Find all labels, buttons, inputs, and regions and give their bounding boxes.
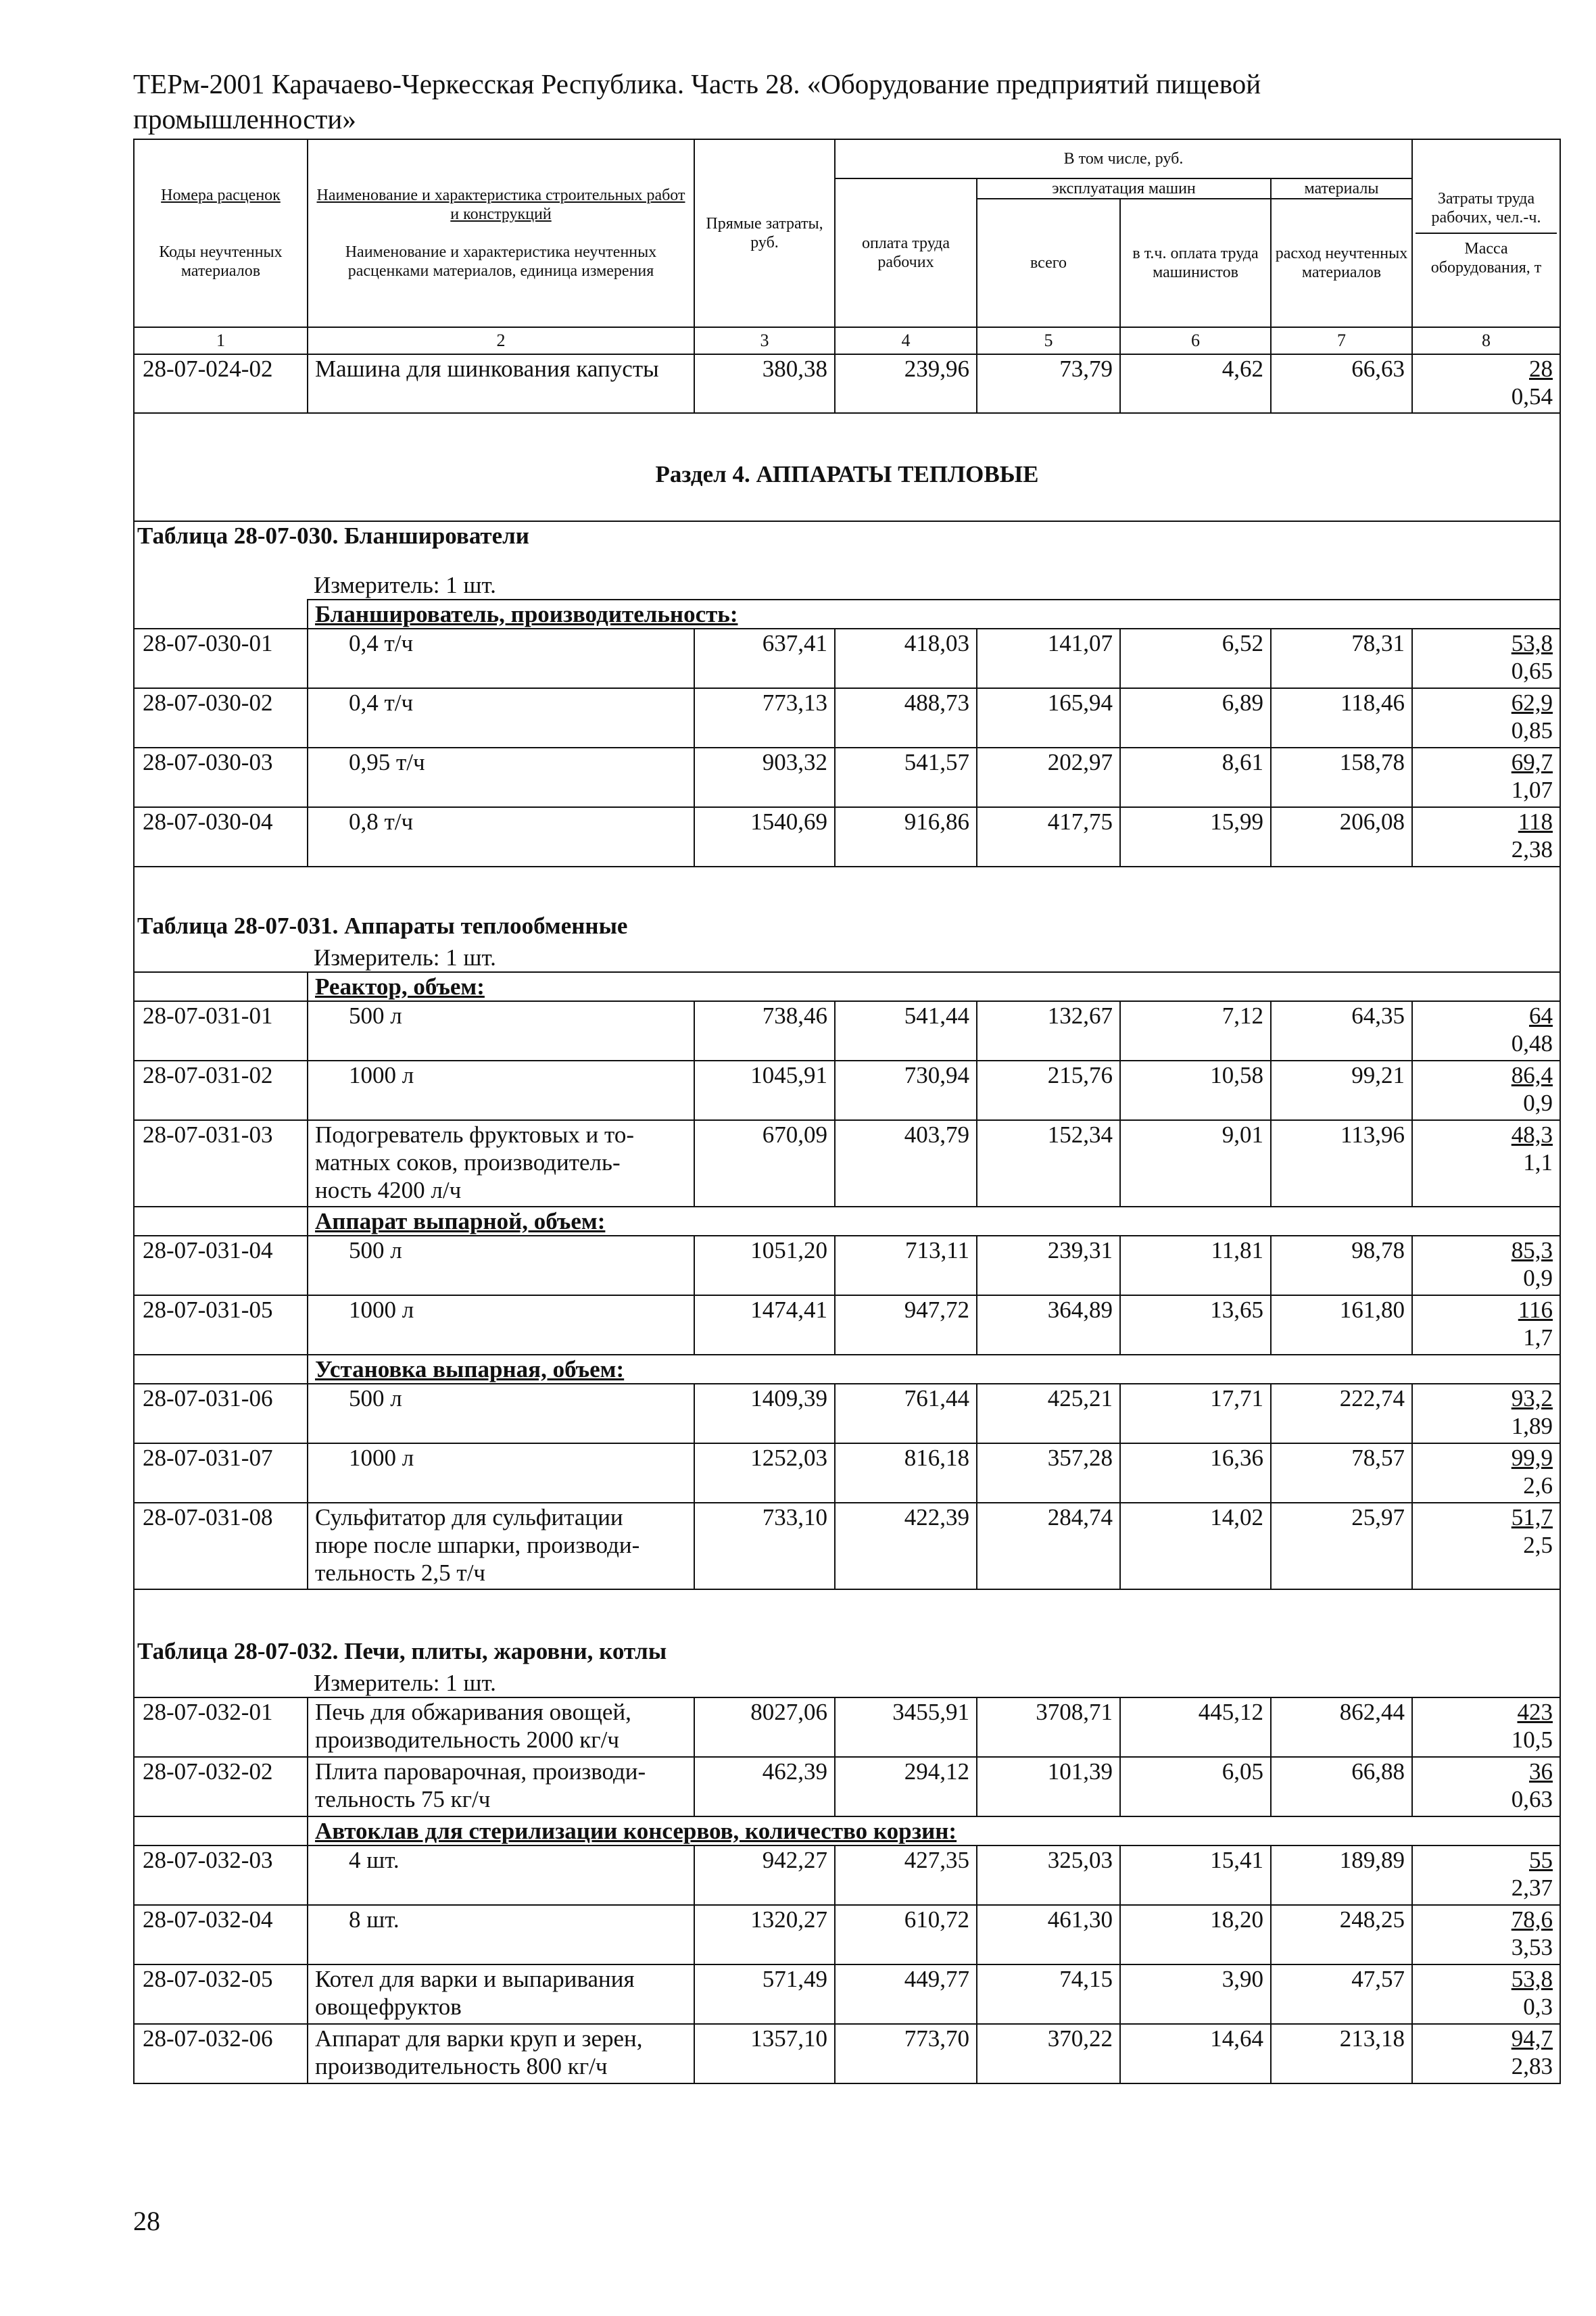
materials-header: материалы: [1271, 178, 1412, 199]
col1-header: Номера расценок Коды неучтенных материалов: [134, 139, 308, 327]
table-row: 28-07-031-07 1000 л 1252,03 816,18 357,28 16,36 78,57 99,9 2,6: [134, 1443, 1560, 1503]
col4-header: оплата труда рабочих: [835, 178, 977, 327]
col3-header: Прямые затраты, руб.: [694, 139, 835, 327]
table-row: 28-07-031-02 1000 л 1045,91 730,94 215,76 10,58 99,21 86,4 0,9: [134, 1061, 1560, 1120]
unit-031: Измеритель: 1 шт.: [134, 940, 1560, 972]
table-title-031: Таблица 28-07-031. Аппараты теплообменные: [134, 867, 1560, 940]
table-row: 28-07-032-03 4 шт. 942,27 427,35 325,03 15,41 189,89 55 2,37: [134, 1845, 1560, 1905]
table-row: 28-07-031-01 500 л 738,46 541,44 132,67 7,12 64,35 64 0,48: [134, 1001, 1560, 1061]
group-label: Реактор, объем:: [308, 972, 1560, 1001]
table-row: 28-07-032-06 Аппарат для варки круп и зерен, производительность 800 кг/ч 1357,10 773,70 370,22 14,64 213,18 94,7 2,83: [134, 2024, 1560, 2083]
table-row: 28-07-031-03 Подогреватель фруктовых и то- матных соков, производитель- ность 4200 л/ч 670,09 403,79 152,34 9,01 113,96 48,3 1,1: [134, 1120, 1560, 1207]
table-row: 28-07-024-02 Машина для шинкования капусты 380,38 239,96 73,79 4,62 66,63 28 0,54: [134, 354, 1560, 413]
table-row: 28-07-030-01 0,4 т/ч 637,41 418,03 141,07 6,52 78,31 53,8 0,65: [134, 629, 1560, 688]
col2-header: Наименование и характеристика строительных работ и конструкций Наименование и характеристика неучтенных расценками материалов, единица измерения: [308, 139, 694, 327]
table-row: 28-07-030-02 0,4 т/ч 773,13 488,73 165,94 6,89 118,46 62,9 0,85: [134, 688, 1560, 748]
table-row: 28-07-032-02 Плита пароварочная, производи- тельность 75 кг/ч 462,39 294,12 101,39 6,05 66,88 36 0,63: [134, 1757, 1560, 1816]
table-header: [134, 139, 1560, 354]
col7-header: расход неучтенных материалов: [1271, 199, 1412, 327]
table-row: 28-07-031-04 500 л 1051,20 713,11 239,31 11,81 98,78 85,3 0,9: [134, 1236, 1560, 1295]
col8-header: Затраты труда рабочих, чел.-ч. Масса оборудования, т: [1412, 139, 1560, 327]
column-numbers: 1 2 3 4 5 6 7 8: [134, 327, 1560, 354]
table-row: 28-07-031-06 500 л 1409,39 761,44 425,21 17,71 222,74 93,2 1,89: [134, 1384, 1560, 1443]
col6-header: в т.ч. оплата труда машинистов: [1120, 199, 1271, 327]
incl-header: В том числе, руб.: [835, 139, 1412, 178]
table-title-030: Таблица 28-07-030. Бланширователи: [134, 521, 1560, 567]
group-label: Бланширователь, производительность:: [308, 600, 1560, 629]
group-label: Автоклав для стерилизации консервов, количество корзин:: [308, 1816, 1560, 1845]
table-row: 28-07-031-05 1000 л 1474,41 947,72 364,89 13,65 161,80 116 1,7: [134, 1295, 1560, 1355]
page-number: 28: [133, 2206, 160, 2236]
group-label: Аппарат выпарной, объем:: [308, 1207, 1560, 1236]
table-title-032: Таблица 28-07-032. Печи, плиты, жаровни, котлы: [134, 1589, 1560, 1665]
table-row: 28-07-031-08 Сульфитатор для сульфитации пюре после шпарки, производи- тельность 2,5 т/ч 733,10 422,39 284,74 14,02 25,97 51,7 2,5: [134, 1503, 1560, 1589]
machines-header: эксплуатация машин: [977, 178, 1271, 199]
table-row: 28-07-032-05 Котел для варки и выпаривания овощефруктов 571,49 449,77 74,15 3,90 47,57 53,8 0,3: [134, 1964, 1560, 2024]
table-row: 28-07-032-01 Печь для обжаривания овощей, производительность 2000 кг/ч 8027,06 3455,91 3708,71 445,12 862,44 423 10,5: [134, 1697, 1560, 1757]
table-row: 28-07-030-04 0,8 т/ч 1540,69 916,86 417,75 15,99 206,08 118 2,38: [134, 807, 1560, 867]
section-title: Раздел 4. АППАРАТЫ ТЕПЛОВЫЕ: [134, 413, 1560, 521]
table-row: 28-07-030-03 0,95 т/ч 903,32 541,57 202,97 8,61 158,78 69,7 1,07: [134, 748, 1560, 807]
page-header: ТЕРм-2001 Карачаево-Черкесская Республика. Часть 28. «Оборудование предприятий пищевой промышленности»: [133, 68, 1261, 135]
group-label: Установка выпарная, объем:: [308, 1355, 1560, 1384]
price-table: [133, 139, 1561, 2084]
table-row: 28-07-032-04 8 шт. 1320,27 610,72 461,30 18,20 248,25 78,6 3,53: [134, 1905, 1560, 1964]
col5-header: всего: [977, 199, 1120, 327]
unit-032: Измеритель: 1 шт.: [134, 1665, 1560, 1697]
unit-030: Измеритель: 1 шт.: [134, 567, 1560, 600]
